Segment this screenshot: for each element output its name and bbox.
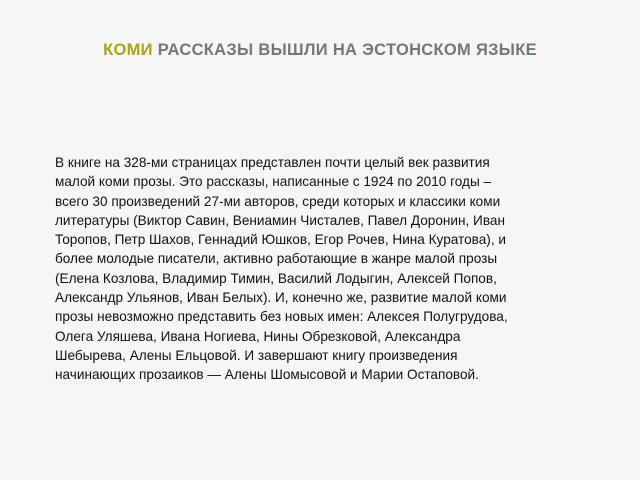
body-line: Шебырева, Алены Ельцовой. И завершают книгу произведения [55, 347, 458, 363]
body-line: Александр Ульянов, Иван Белых). И, конечно же, развитие малой коми [55, 290, 507, 306]
title-rest: РАССКАЗЫ ВЫШЛИ НА ЭСТОНСКОМ ЯЗЫКЕ [157, 41, 537, 59]
body-line: более молодые писатели, активно работающие в жанре малой прозы [55, 251, 498, 267]
body-paragraph [55, 153, 595, 385]
body-line: прозы невозможно представить без новых имен: Алексея Полугрудова, [55, 309, 508, 325]
body-line: малой коми прозы. Это рассказы, написанные с 1924 по 2010 годы – [55, 174, 492, 190]
body-line: Торопов, Петр Шахов, Геннадий Юшков, Егор Рочев, Нина Куратова), и [55, 232, 506, 248]
body-line: начинающих прозаиков — Алены Шомысовой и Марии Остаповой. [55, 367, 479, 383]
slide-title [20, 41, 620, 60]
body-line: В книге на 328-ми страницах представлен почти целый век развития [55, 155, 490, 170]
body-line: литературы (Виктор Савин, Вениамин Чисталев, Павел Доронин, Иван [55, 212, 505, 228]
body-line: (Елена Козлова, Владимир Тимин, Василий Лодыгин, Алексей Попов, [55, 270, 497, 286]
title-accent-word: КОМИ [103, 41, 153, 59]
body-line: всего 30 произведений 27-ми авторов, среди которых и классики коми [55, 193, 501, 209]
body-line: Олега Уляшева, Ивана Ногиева, Нины Обрезковой, Александра [55, 328, 461, 344]
